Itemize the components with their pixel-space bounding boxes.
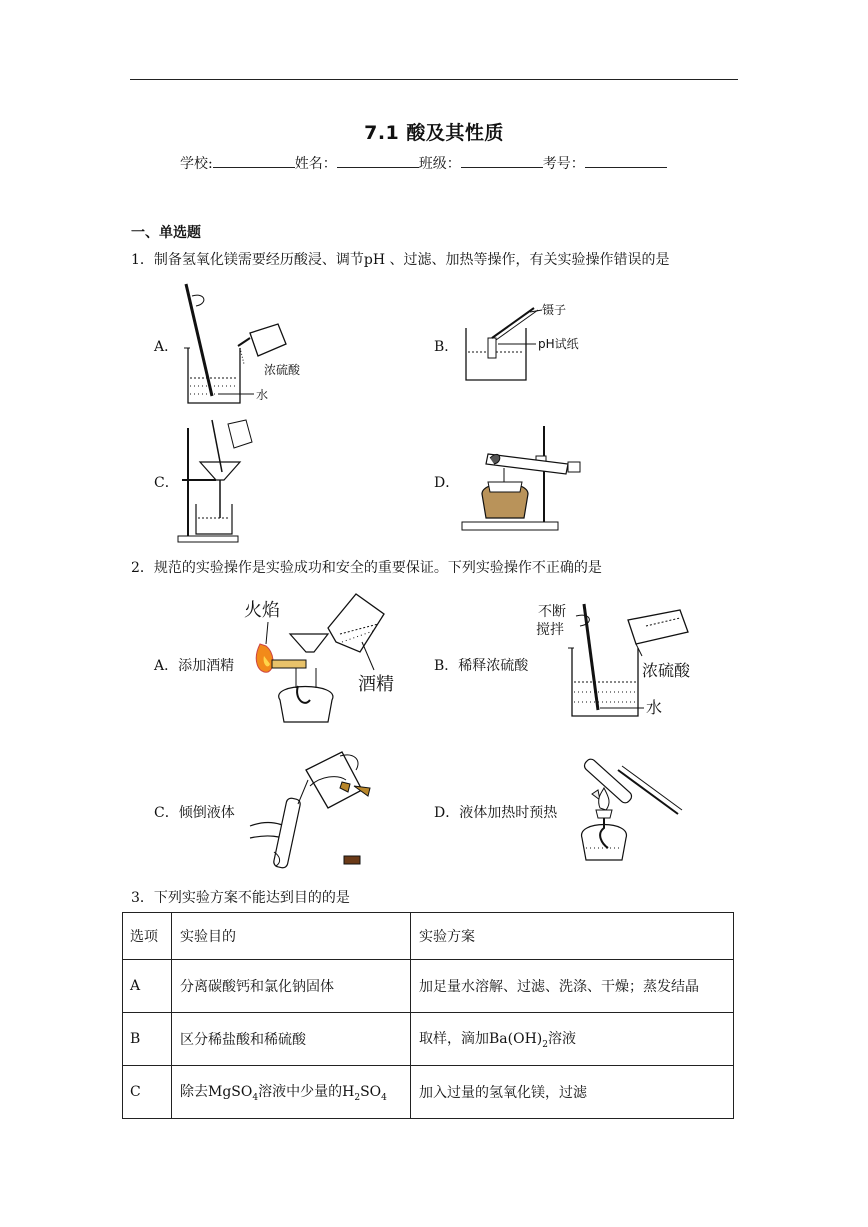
q1-figure-b-ph-test: [462, 300, 602, 390]
q2b-acid-label: 浓硫酸: [642, 661, 691, 680]
q2b-water-label: 水: [646, 698, 663, 717]
q2a-alcohol-label: 酒精: [358, 674, 394, 695]
table-row: [123, 960, 734, 1013]
exam-no-blank[interactable]: [585, 155, 667, 168]
q1-option-c-label: C．: [154, 475, 179, 491]
header-rule: [130, 79, 738, 80]
q1-option-d-label: D．: [434, 475, 460, 491]
q1-figure-c-filtration: [176, 418, 276, 546]
student-info-line: [180, 153, 667, 173]
q2b-stir-label-2: 搅拌: [536, 622, 564, 638]
q2-option-b-label: B．稀释浓硫酸: [434, 658, 529, 674]
row-c-formula-2b: SO: [360, 1084, 382, 1101]
row-b-formula-sub: 2: [542, 1039, 548, 1050]
q1-option-b-label: B．: [434, 339, 459, 355]
class-label: 班级：: [418, 156, 461, 172]
table-row: [123, 1066, 734, 1119]
q1a-water-label: 水: [256, 388, 269, 402]
row-c-formula-2a: H: [342, 1084, 355, 1101]
table-row: [123, 1013, 734, 1066]
q2-option-c-label: C．倾倒液体: [154, 805, 235, 821]
row-b-plan-post: 溶液: [547, 1031, 576, 1048]
header-goal: 实验目的: [172, 913, 411, 960]
row-a-option: A: [123, 960, 172, 1013]
q3-table: [122, 912, 734, 1119]
exam-no-label: 考号：: [542, 156, 585, 172]
q1-option-a-label: A．: [154, 339, 179, 355]
name-blank[interactable]: [337, 155, 419, 168]
table-header-row: [123, 913, 734, 960]
q2-figure-d-preheat: [566, 744, 696, 868]
row-c-formula-1-sub: 4: [252, 1092, 259, 1103]
q2-option-d-label: D．液体加热时预热: [434, 805, 558, 821]
q2b-stir-label-1: 不断: [538, 604, 566, 620]
row-c-plan: 加入过量的氢氧化镁，过滤: [411, 1066, 734, 1119]
row-c-formula-1: MgSO: [208, 1084, 253, 1101]
school-blank[interactable]: [213, 155, 295, 168]
q1-figure-a-dilution: [178, 278, 318, 408]
q2-figure-b-dilute-acid: [536, 600, 706, 724]
q1b-ph-paper-label: pH试纸: [538, 337, 579, 351]
row-b-goal: 区分稀盐酸和稀硫酸: [172, 1013, 411, 1066]
row-c-goal-pre: 除去: [180, 1084, 208, 1101]
q1a-acid-label: 浓硫酸: [264, 363, 301, 377]
school-label: 学校:: [180, 156, 213, 172]
row-c-formula-2a-sub: 2: [354, 1092, 361, 1103]
row-b-plan: [411, 1013, 734, 1066]
row-c-goal-mid: 溶液中少量的: [258, 1084, 343, 1101]
q2a-flame-label: 火焰: [244, 600, 280, 621]
q2-option-a-label: A．添加酒精: [154, 658, 235, 674]
header-option: 选项: [123, 913, 172, 960]
row-b-formula: Ba(OH): [489, 1031, 543, 1048]
section-heading: 一、单选题: [131, 225, 201, 241]
q2-figure-a-add-alcohol: [238, 590, 408, 740]
question-2-text: 2．规范的实验操作是实验成功和安全的重要保证。下列实验操作不正确的是: [131, 560, 602, 576]
row-a-goal: 分离碳酸钙和氯化钠固体: [172, 960, 411, 1013]
row-b-plan-pre: 取样，滴加: [419, 1031, 489, 1048]
q1b-tweezers-label: 镊子: [542, 303, 567, 317]
q2-figure-c-pour-liquid: [246, 746, 396, 870]
class-blank[interactable]: [461, 155, 543, 168]
row-c-formula-2b-sub: 4: [381, 1092, 387, 1103]
row-a-plan: 加足量水溶解、过滤、洗涤、干燥；蒸发结晶: [411, 960, 734, 1013]
row-c-option: C: [123, 1066, 172, 1119]
row-b-option: B: [123, 1013, 172, 1066]
row-c-goal: [172, 1066, 411, 1119]
question-3-text: 3．下列实验方案不能达到目的的是: [131, 890, 350, 906]
header-plan: 实验方案: [411, 913, 734, 960]
question-1-text: 1．制备氢氧化镁需要经历酸浸、调节pH 、过滤、加热等操作，有关实验操作错误的是: [131, 252, 670, 268]
page-title: 7.1 酸及其性质: [364, 122, 504, 144]
q1-figure-d-heating-solid: [460, 422, 590, 534]
name-label: 姓名：: [294, 156, 337, 172]
